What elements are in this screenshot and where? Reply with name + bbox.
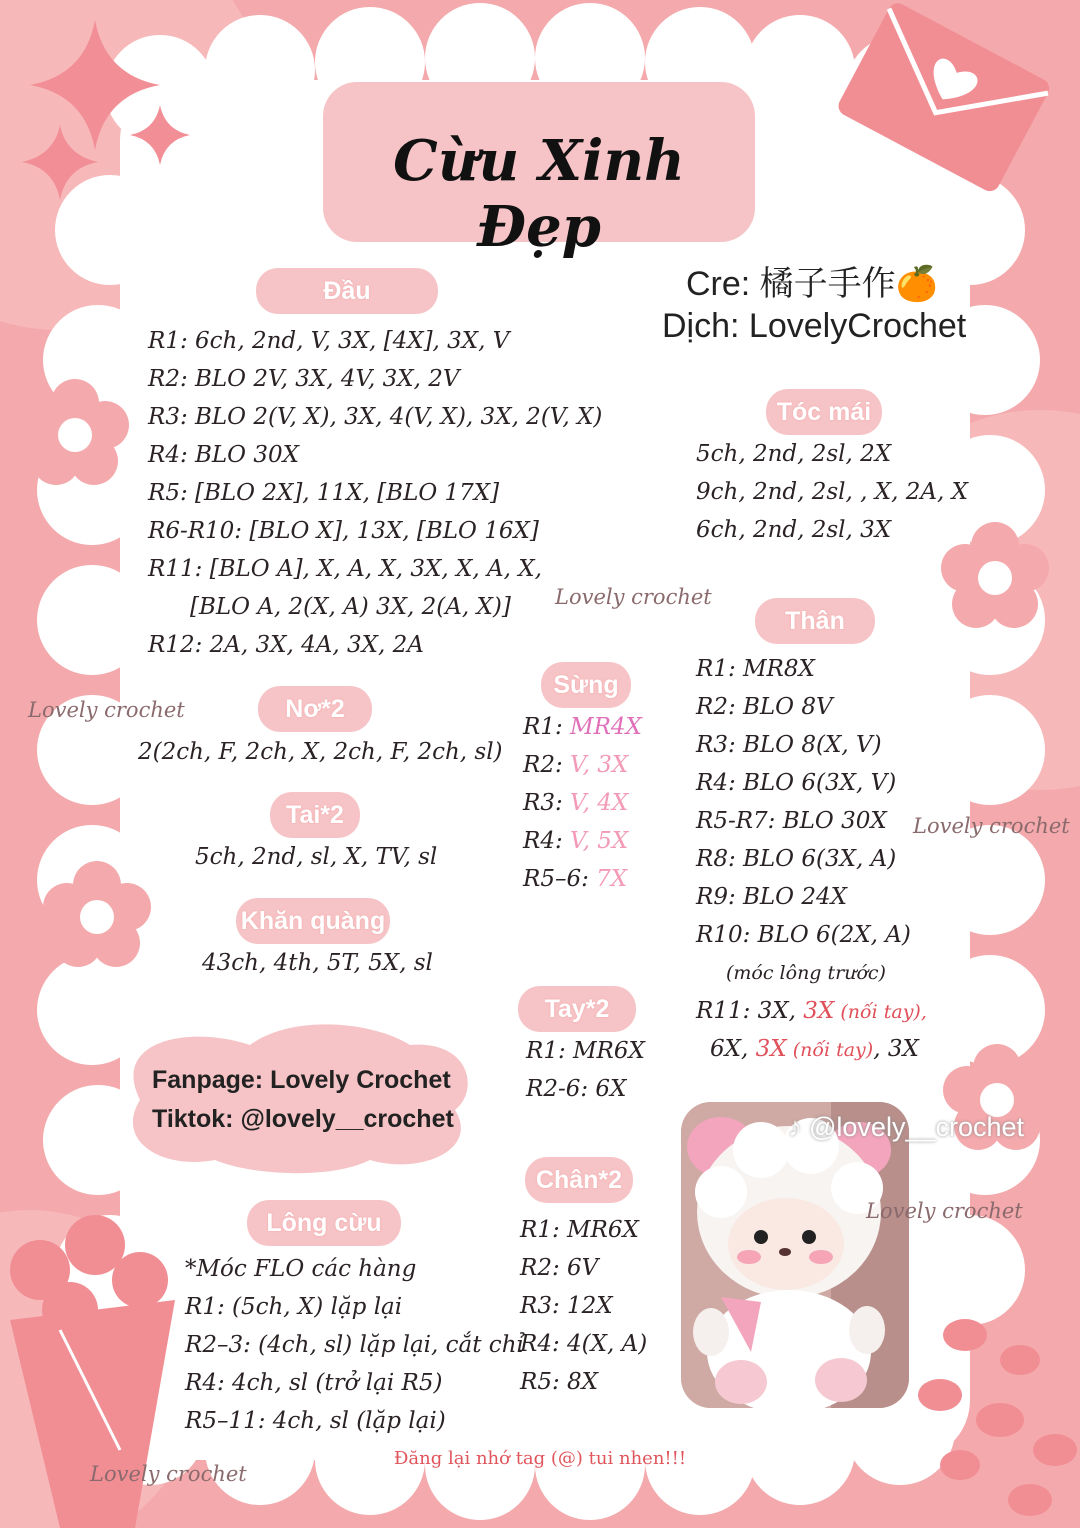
product-photo: [681, 1102, 909, 1408]
section-long-rows: [185, 1250, 524, 1440]
row: R1: MR4X: [523, 714, 642, 740]
row: R4: BLO 30X: [148, 442, 299, 468]
page-title: Cừu Xinh Đẹp: [393, 128, 685, 260]
row: R5-R7: BLO 30X: [696, 808, 887, 834]
row: R4: V, 5X: [523, 828, 629, 854]
row: 2(2ch, F, 2ch, X, 2ch, F, 2ch, sl): [138, 739, 503, 765]
row: R1: (5ch, X) lặp lại: [185, 1294, 403, 1320]
row: 43ch, 4th, 5T, 5X, sl: [202, 950, 433, 976]
credit-translator: Dịch: LovelyCrochet: [662, 307, 967, 345]
footer-note: Đăng lại nhớ tag (@) tui nhen!!!: [393, 1448, 687, 1469]
social-cloud: [133, 1024, 468, 1173]
section-sung-rows: [523, 708, 642, 898]
section-khan-rows: [202, 944, 433, 982]
watermark: Lovely crochet: [866, 1199, 1023, 1223]
row: R5: [BLO 2X], 11X, [BLO 17X]: [148, 480, 500, 506]
section-label-khan: Khăn quàng: [236, 898, 390, 944]
row: R2–3: (4ch, sl) lặp lại, cắt chỉ: [185, 1332, 524, 1358]
section-dau-rows: [148, 322, 602, 664]
row: R1: MR6X: [520, 1217, 639, 1243]
row: R4: 4ch, sl (trở lại R5): [185, 1370, 443, 1396]
row: R2: BLO 8V: [696, 694, 833, 720]
watermark: Lovely crochet: [555, 585, 712, 609]
section-label-tay: Tay*2: [518, 986, 636, 1032]
row: R5–6: 7X: [523, 866, 628, 892]
row: R2-6: 6X: [526, 1076, 627, 1102]
section-no-rows: [138, 733, 503, 771]
section-label-chan: Chân*2: [525, 1157, 633, 1203]
row: *Móc FLO các hàng: [185, 1256, 417, 1282]
section-chan-rows: [520, 1211, 647, 1401]
row: R5: 8X: [520, 1369, 599, 1395]
row: R8: BLO 6(3X, A): [696, 846, 897, 872]
watermark: Lovely crochet: [28, 698, 185, 722]
row: 5ch, 2nd, 2sl, 2X: [696, 441, 892, 467]
row: 6ch, 2nd, 2sl, 3X: [696, 517, 892, 543]
row: [BLO A, 2(X, A) 3X, 2(A, X)]: [190, 594, 511, 620]
row: R12: 2A, 3X, 4A, 3X, 2A: [148, 632, 424, 658]
row: 9ch, 2nd, 2sl, , X, 2A, X: [696, 479, 969, 505]
section-label-tai: Tai*2: [270, 792, 360, 838]
row: 5ch, 2nd, sl, X, TV, sl: [195, 844, 438, 870]
row: R1: MR6X: [526, 1038, 645, 1064]
section-label-than: Thân: [755, 598, 875, 644]
row: R2: BLO 2V, 3X, 4V, 3X, 2V: [148, 366, 460, 392]
row: R3: V, 4X: [523, 790, 629, 816]
row: 6X, 3X (nối tay), 3X: [710, 1036, 919, 1062]
row: R3: BLO 2(V, X), 3X, 4(V, X), 3X, 2(V, X): [148, 404, 603, 430]
row: R1: 6ch, 2nd, V, 3X, [4X], 3X, V: [148, 328, 510, 354]
row: R2: V, 3X: [523, 752, 629, 778]
row: R3: BLO 8(X, V): [696, 732, 882, 758]
section-label-tocmai: Tóc mái: [766, 389, 882, 435]
row: R11: [BLO A], X, A, X, 3X, X, A, X,: [148, 556, 542, 582]
watermark: Lovely crochet: [90, 1462, 247, 1486]
watermark: Lovely crochet: [913, 814, 1070, 838]
photo-tiktok-tag: ♪ @lovely__crochet: [788, 1112, 1025, 1142]
section-label-long: Lông cừu: [247, 1200, 401, 1246]
section-than-rows: [696, 650, 927, 1068]
fanpage-text: Fanpage: Lovely Crochet: [152, 1066, 451, 1094]
row: R9: BLO 24X: [696, 884, 847, 910]
row: R5–11: 4ch, sl (lặp lại): [185, 1408, 446, 1434]
row: R1: MR8X: [696, 656, 815, 682]
row: R4: 4(X, A): [520, 1331, 648, 1357]
row: R4: BLO 6(3X, V): [696, 770, 897, 796]
row: R6-R10: [BLO X], 13X, [BLO 16X]: [148, 518, 539, 544]
row: R3: 12X: [520, 1293, 613, 1319]
tiktok-text: Tiktok: @lovely__crochet: [152, 1105, 454, 1133]
row: (móc lông trước): [726, 962, 886, 984]
row: R10: BLO 6(2X, A): [696, 922, 911, 948]
section-tay-rows: [526, 1032, 645, 1108]
section-label-no: Nơ*2: [258, 686, 372, 732]
section-label-dau: Đầu: [256, 268, 438, 314]
section-tocmai-rows: [696, 435, 968, 549]
credit-creator: Cre: 橘子手作🍊: [686, 265, 939, 303]
section-tai-rows: [195, 838, 437, 876]
row: R11: 3X, 3X (nối tay),: [696, 998, 927, 1024]
sheep-plush-icon: [681, 1102, 909, 1408]
section-label-sung: Sừng: [541, 662, 631, 708]
row: R2: 6V: [520, 1255, 599, 1281]
